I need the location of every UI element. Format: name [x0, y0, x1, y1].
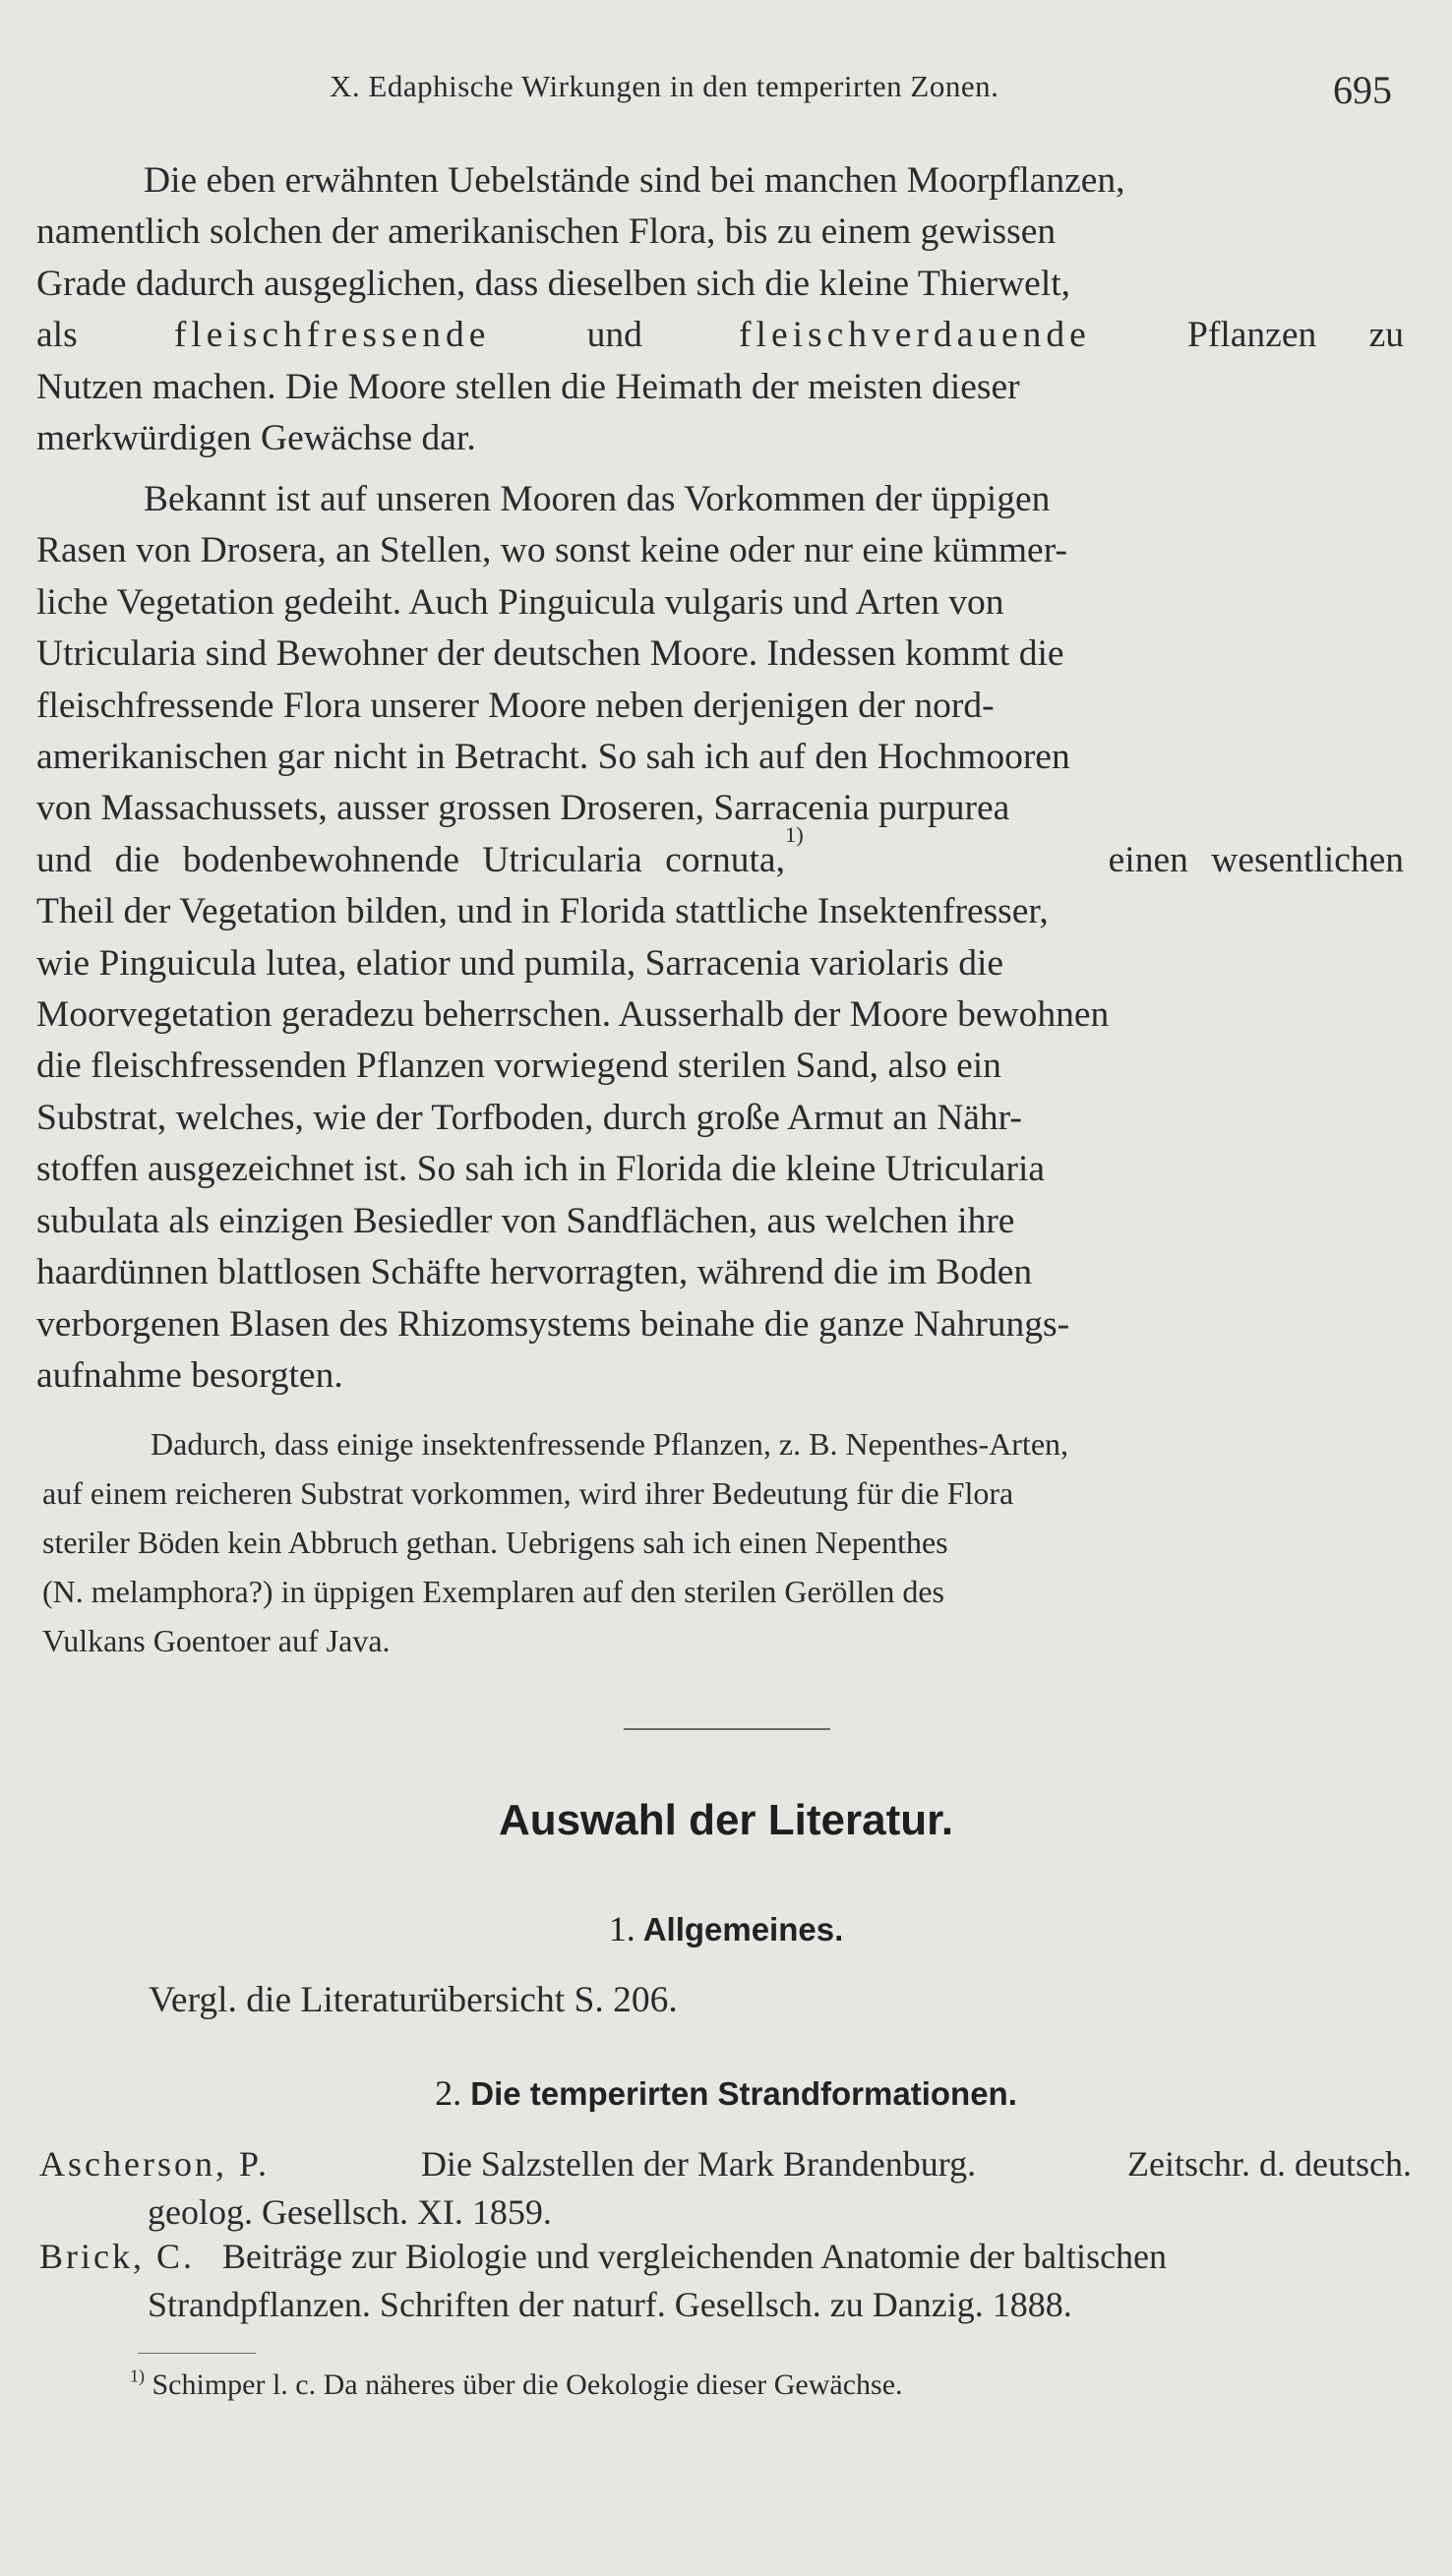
text-line: von Massachussets, ausser grossen Droseren, Sarracenia purpurea	[36, 788, 1010, 829]
subsection-title: Allgemeines.	[642, 1911, 844, 1947]
paragraph-1	[36, 155, 1404, 464]
emphasized-term: fleischverdauende	[739, 315, 1091, 356]
text-line: Grade dadurch ausgeglichen, dass dieselben sich die kleine Thierwelt,	[36, 263, 1071, 304]
text-line: Substrat, welches, wie der Torfboden, durch große Armut an Nähr-	[36, 1097, 1022, 1138]
reference-line	[39, 2140, 1412, 2188]
text-line: Moorvegetation geradezu beherrschen. Ausserhalb der Moore bewohnen	[36, 994, 1110, 1036]
text-line: Rasen von Drosera, an Stellen, wo sonst keine oder nur eine kümmer-	[36, 530, 1067, 571]
text-line	[36, 310, 1404, 361]
footnote-text: Schimper l. c. Da näheres über die Oekologie dieser Gewächse.	[145, 2368, 903, 2401]
text-line: die fleischfressenden Pflanzen vorwiegend sterilen Sand, also ein	[36, 1046, 1001, 1087]
subsection-heading-1	[0, 1908, 1452, 1949]
text-line: auf einem reicheren Substrat vorkommen, wird ihrer Bedeutung für die Flora	[42, 1475, 1014, 1511]
text-line: Theil der Vegetation bilden, und in Florida stattliche Insektenfresser,	[36, 891, 1049, 932]
reference-journal: Zeitschr. d. deutsch.	[1127, 2144, 1412, 2184]
text-line: namentlich solchen der amerikanischen Flora, bis zu einem gewissen	[36, 211, 1057, 253]
text-line: Dadurch, dass einige insektenfressende Pflanzen, z. B. Nepenthes-Arten,	[151, 1426, 1069, 1462]
text-line: stoffen ausgezeichnet ist. So sah ich in Florida die kleine Utricularia	[36, 1149, 1046, 1190]
literature-heading: Auswahl der Literatur.	[498, 1796, 954, 1844]
reference-title: Die Salzstellen der Mark Brandenburg.	[420, 2144, 977, 2184]
footnote-marker: 1)	[130, 2366, 145, 2386]
subsection-number: 2.	[435, 2073, 462, 2113]
text-line: aufnahme besorgten.	[36, 1354, 343, 1396]
running-head: X. Edaphische Wirkungen in den temperirten Zonen.	[330, 69, 999, 103]
text-word: und	[586, 315, 642, 356]
footnote-marker: 1)	[784, 821, 804, 847]
text-line: steriler Böden kein Abbruch gethan. Uebrigens sah ich einen Nepenthes	[42, 1525, 948, 1560]
footnote-divider	[138, 2353, 256, 2354]
text-line: fleischfressende Flora unserer Moore neben derjenigen der nord-	[36, 685, 995, 726]
emphasized-term: fleischfressende	[173, 315, 491, 356]
text-line: subulata als einzigen Besiedler von Sandflächen, aus welchen ihre	[36, 1200, 1015, 1241]
text-line: (N. melamphora?) in üppigen Exemplaren auf den sterilen Geröllen des	[42, 1574, 944, 1609]
text-fragment: einen wesentlichen	[1085, 839, 1404, 880]
text-line: Nutzen machen. Die Moore stellen die Heimath der meisten dieser	[36, 366, 1020, 407]
text-word: als	[36, 315, 78, 356]
footnote	[130, 2368, 903, 2402]
reference-author: Ascherson, P.	[39, 2144, 270, 2184]
reference-continuation: Strandpflanzen. Schriften der naturf. Gesellsch. zu Danzig. 1888.	[148, 2285, 1072, 2324]
text-line: Die eben erwähnten Uebelstände sind bei manchen Moorpflanzen,	[144, 160, 1125, 201]
subsection-heading-2	[0, 2072, 1452, 2114]
page-number: 695	[1333, 68, 1392, 112]
subsection-title: Die temperirten Strandformationen.	[470, 2075, 1017, 2112]
reference-author: Brick, C.	[39, 2237, 195, 2276]
subsection-number: 1.	[608, 1909, 635, 1948]
reference-entry	[39, 2233, 1412, 2329]
text-line: Utricularia sind Bewohner der deutschen Moore. Indessen kommt die	[36, 633, 1064, 675]
text-line: liche Vegetation gedeiht. Auch Pinguicula vulgaris und Arten von	[36, 581, 1004, 623]
reference-title: Beiträge zur Biologie und vergleichenden Anatomie der baltischen	[222, 2237, 1168, 2276]
reference-entry	[39, 2140, 1412, 2237]
paragraph-2	[36, 474, 1404, 1402]
literature-reference-text: Vergl. die Literaturübersicht S. 206.	[149, 1980, 678, 2020]
text-line: merkwürdigen Gewächse dar.	[36, 418, 476, 459]
text-word: Pflanzen zu	[1187, 315, 1404, 356]
text-line: Bekannt ist auf unseren Mooren das Vorkommen der üppigen	[144, 479, 1051, 519]
reference-continuation: geolog. Gesellsch. XI. 1859.	[148, 2192, 552, 2232]
text-fragment: und die bodenbewohnende Utricularia cornuta,	[36, 839, 785, 880]
paragraph-3-small	[42, 1419, 1403, 1665]
text-line: verborgenen Blasen des Rhizomsystems beinahe die ganze Nahrungs-	[36, 1303, 1070, 1345]
text-line	[36, 821, 1404, 886]
text-line: wie Pinguicula lutea, elatior und pumila, Sarracenia variolaris die	[36, 942, 1004, 984]
reference-line	[39, 2233, 1412, 2281]
text-line: Vulkans Goentoer auf Java.	[42, 1623, 391, 1658]
text-line: haardünnen blattlosen Schäfte hervorragten, während die im Boden	[36, 1252, 1033, 1293]
text-line: amerikanischen gar nicht in Betracht. So sah ich auf den Hochmooren	[36, 737, 1070, 778]
section-divider	[624, 1728, 830, 1730]
